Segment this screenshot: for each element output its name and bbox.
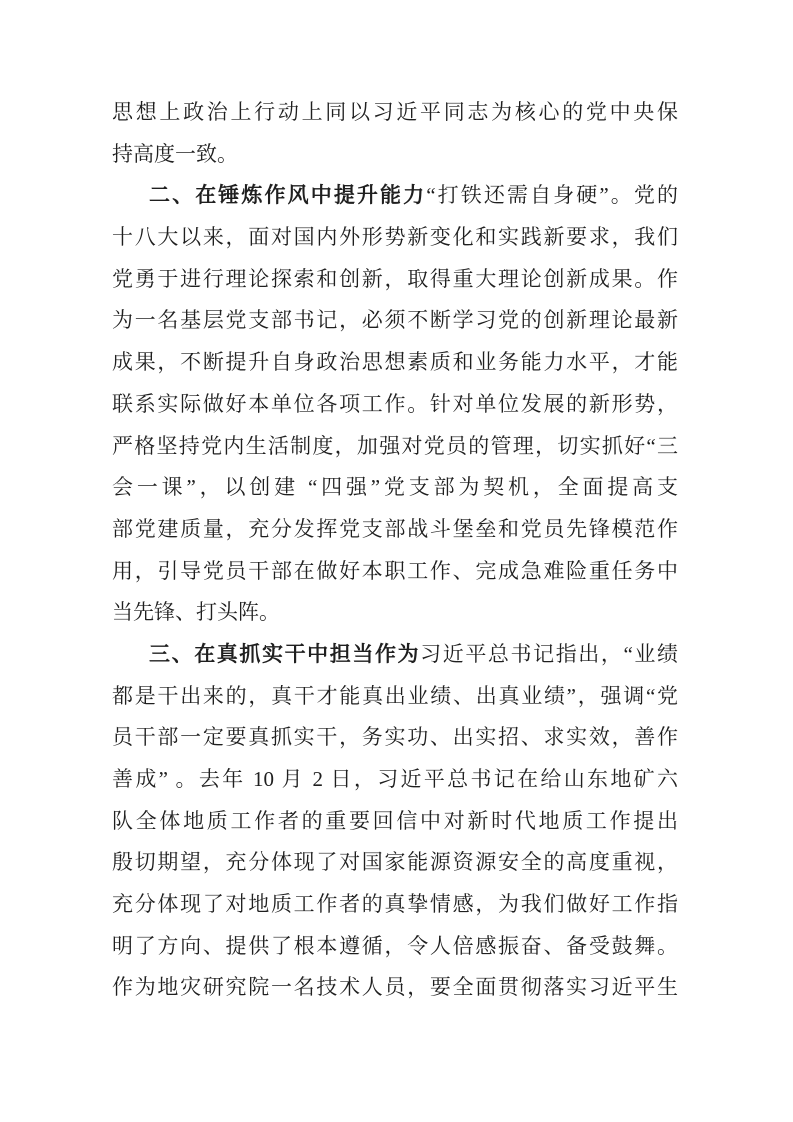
document-line-heading: [112, 634, 678, 676]
document-line: [112, 217, 678, 259]
document-line: [112, 342, 678, 384]
body-text: 联系实际做好本单位各项工作。针对单位发展的新形势，: [112, 391, 678, 416]
body-text: 为一名基层党支部书记，必须不断学习党的创新理论最新: [112, 308, 678, 333]
body-text: 部党建质量，充分发挥党支部战斗堡垒和党员先锋模范作: [112, 516, 678, 541]
body-text: 殷切期望，充分体现了对国家能源资源安全的高度重视，: [112, 850, 678, 875]
body-text: 当先锋、打头阵。: [112, 600, 280, 625]
document-line: [112, 92, 678, 134]
document-line: [112, 884, 678, 926]
body-text: 严格坚持党内生活制度，加强对党员的管理，切实抓好“三: [112, 433, 678, 458]
document-line: [112, 967, 678, 1009]
heading-text: 二、在锤炼作风中提升能力: [149, 184, 427, 208]
document-line: [112, 134, 678, 176]
document-line-heading: [112, 175, 678, 217]
document-line: [112, 592, 678, 634]
body-text: 员干部一定要真抓实干，务实功、出实招、求实效，善作: [112, 725, 678, 750]
document-line: [112, 759, 678, 801]
body-text: 成果，不断提升自身政治思想素质和业务能力水平，才能: [112, 350, 678, 375]
document-line: [112, 717, 678, 759]
document-line: [112, 509, 678, 551]
document-line: [112, 467, 678, 509]
document-line: [112, 384, 678, 426]
body-text: 会一课”，以创建 “四强”党支部为契机，全面提高支: [112, 475, 678, 500]
body-text: 用，引导党员干部在做好本职工作、完成急难险重任务中: [112, 558, 678, 583]
body-text: “打铁还需自身硬”。党的: [426, 183, 678, 208]
body-text: 习近平总书记指出，“业绩: [420, 641, 678, 666]
body-text: 善成” 。去年 10 月 2 日，习近平总书记在给山东地矿六: [112, 767, 678, 791]
document-line: [112, 842, 678, 884]
heading-text: 三、在真抓实干中担当作为: [149, 642, 421, 666]
document-line: [112, 259, 678, 301]
document-line: [112, 926, 678, 968]
body-text: 充分体现了对地质工作者的真挚情感，为我们做好工作指: [112, 892, 678, 917]
document-line: [112, 426, 678, 468]
body-text: 党勇于进行理论探索和创新，取得重大理论创新成果。作: [112, 266, 678, 291]
body-text: 作为地灾研究院一名技术人员，要全面贯彻落实习近平生: [112, 975, 678, 1000]
body-text: 都是干出来的，真干才能真出业绩、出真业绩”，强调“党: [112, 683, 678, 708]
body-text: 思想上政治上行动上同以习近平同志为核心的党中央保: [112, 100, 678, 124]
document-line: [112, 551, 678, 593]
body-text: 十八大以来，面对国内外形势新变化和实践新要求，我们: [112, 225, 678, 250]
document-line: [112, 300, 678, 342]
document-text: [112, 92, 678, 1009]
body-text: 明了方向、提供了根本遵循，令人倍感振奋、备受鼓舞。: [112, 933, 678, 958]
body-text: 队全体地质工作者的重要回信中对新时代地质工作提出: [112, 808, 678, 833]
document-line: [112, 676, 678, 718]
document-line: [112, 801, 678, 843]
body-text: 持高度一致。: [112, 141, 238, 166]
